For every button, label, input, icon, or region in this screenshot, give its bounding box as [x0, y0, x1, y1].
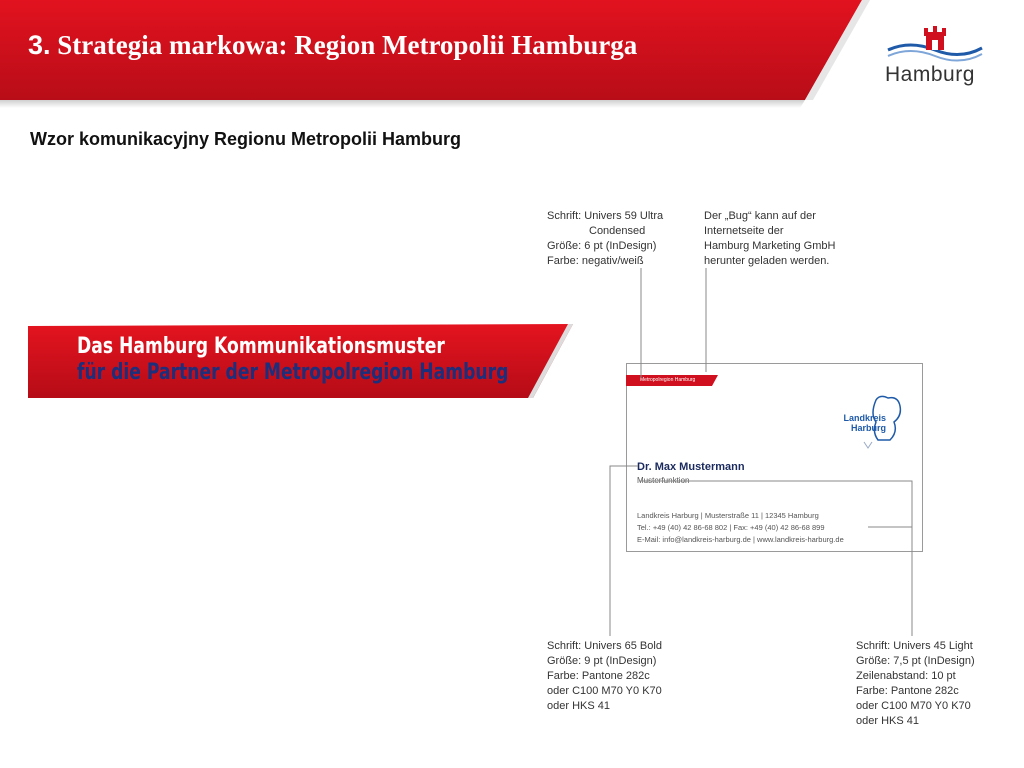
note-line: Farbe: Pantone 282c — [547, 670, 650, 682]
card-phone: Tel.: +49 (40) 42 86-68 802 | Fax: +49 (40) 42 86-68 899 — [637, 523, 825, 532]
note-bug-download — [704, 209, 835, 269]
logo-text: Hamburg — [885, 63, 975, 86]
card-email: E-Mail: info@landkreis-harburg.de | www.landkreis-harburg.de — [637, 535, 844, 544]
banner-line-2: für die Partner der Metropolregion Hamburg — [77, 360, 509, 385]
note-name-font — [547, 639, 662, 714]
slide-subtitle: Wzor komunikacyjny Regionu Metropolii Hamburg — [30, 129, 462, 149]
card-address: Landkreis Harburg | Musterstraße 11 | 12345 Hamburg — [637, 511, 819, 520]
note-body-font — [856, 639, 975, 729]
note-font-bug — [547, 209, 663, 269]
note-line: Größe: 7,5 pt (InDesign) — [856, 655, 975, 667]
note-line: herunter geladen werden. — [704, 255, 830, 267]
page-title — [28, 30, 637, 61]
note-line: oder HKS 41 — [856, 715, 919, 727]
landkreis-logo-text — [830, 413, 886, 433]
note-line: oder HKS 41 — [547, 700, 610, 712]
note-line: Zeilenabstand: 10 pt — [856, 670, 956, 682]
note-line: Größe: 6 pt (InDesign) — [547, 240, 657, 252]
banner-line-1: Das Hamburg Kommunikationsmuster — [77, 334, 445, 359]
note-line: oder C100 M70 Y0 K70 — [856, 700, 971, 712]
note-line: Farbe: Pantone 282c — [856, 685, 959, 697]
note-line: Schrift: Univers 59 Ultra — [547, 210, 664, 222]
note-line: oder C100 M70 Y0 K70 — [547, 685, 662, 697]
note-line: Schrift: Univers 45 Light — [856, 640, 973, 652]
card-bug-text: Metropolregion Hamburg — [640, 377, 696, 383]
card-name: Dr. Max Mustermann — [637, 461, 745, 473]
note-line: Condensed — [589, 225, 646, 237]
landkreis-line: Harburg — [850, 423, 886, 433]
note-line: Der „Bug“ kann auf der — [704, 210, 816, 222]
note-line: Größe: 9 pt (InDesign) — [547, 655, 657, 667]
note-line: Internetseite der — [704, 225, 784, 237]
note-line: Farbe: negativ/weiß — [547, 255, 644, 267]
note-line: Schrift: Univers 65 Bold — [547, 640, 662, 652]
title-number: 3. — [28, 30, 51, 60]
card-function: Musterfunktion — [637, 476, 690, 485]
landkreis-line: Landkreis — [843, 413, 886, 423]
title-text: Strategia markowa: Region Metropolii Hamburga — [57, 30, 638, 60]
note-line: Hamburg Marketing GmbH — [704, 240, 836, 252]
